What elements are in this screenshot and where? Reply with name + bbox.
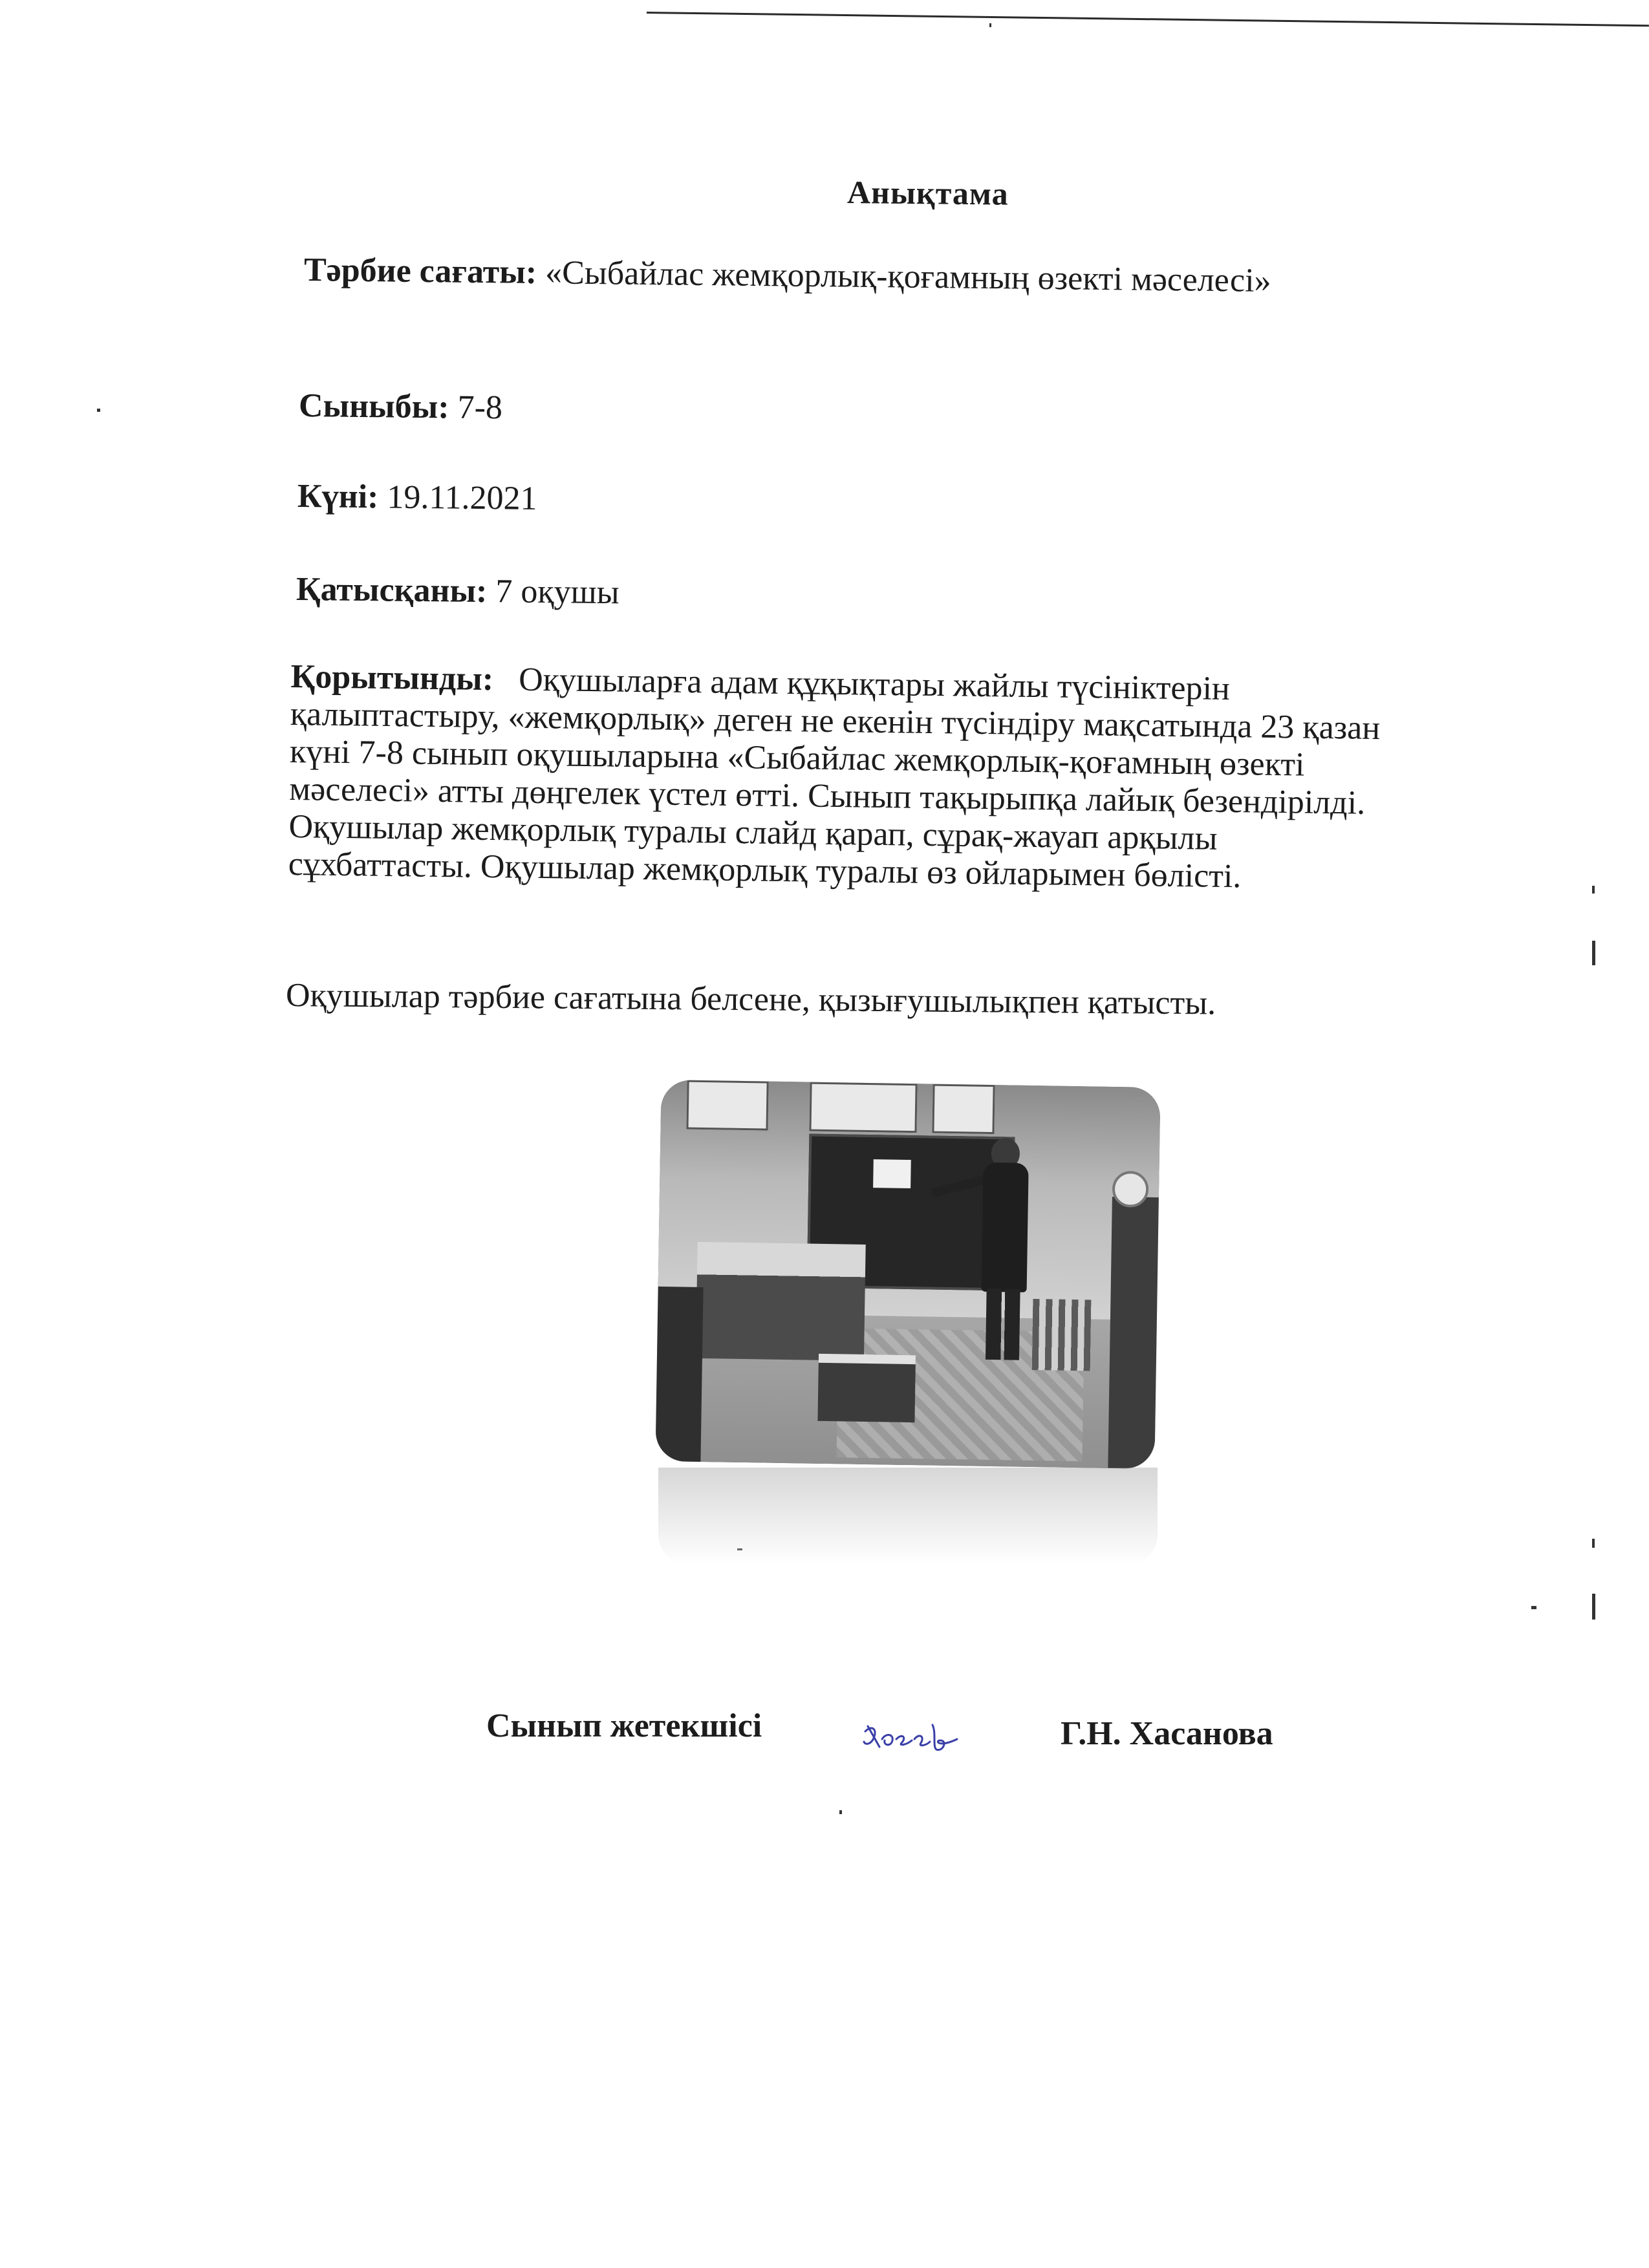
conclusion-line: мәселесі» атты дөңгелек үстел өтті. Сынып тақырыпқа лайық безендірілді. <box>288 770 1366 822</box>
scan-speck <box>737 1548 742 1550</box>
participants-value: 7 оқушы <box>495 573 620 612</box>
scan-speck <box>1592 941 1595 965</box>
scan-edge-line <box>647 12 1649 27</box>
photo-shelf <box>1108 1197 1159 1469</box>
photo-window <box>686 1080 768 1131</box>
photo-cabinet <box>655 1287 703 1462</box>
scan-speck <box>97 409 100 412</box>
conclusion-line: қалыптастыру, «жемқорлық» деген не екенін түсіндіру мақсатында 23 қазан <box>290 695 1381 747</box>
class-field <box>299 387 503 427</box>
photo-teacher-legs <box>986 1289 1020 1360</box>
conclusion-line: сұхбаттасты. Оқушылар жемқорлық туралы өз ойларымен бөлісті. <box>288 845 1242 895</box>
scan-speck <box>1531 1606 1536 1609</box>
classroom-photo <box>655 1080 1160 1469</box>
closing-sentence: Оқушылар тәрбие сағатына белсене, қызығушылықпен қатысты. <box>285 977 1216 1022</box>
participants-field <box>296 570 620 612</box>
signature-role: Сынып жетекшісі <box>486 1707 762 1744</box>
topic-label: Тәрбие сағаты: <box>303 251 537 292</box>
class-label: Сыныбы: <box>298 387 449 426</box>
topic-field <box>304 251 1271 300</box>
date-label: Күні: <box>297 478 379 516</box>
conclusion-line: Оқушылар жемқорлық туралы слайд қарап, сұрақ-жауап арқылы <box>288 808 1218 857</box>
signatory-name: Г.Н. Хасанова <box>1061 1715 1273 1752</box>
conclusion-text: Оқушыларға адам құқықтары жайлы түсініктерін <box>518 661 1231 708</box>
photo-slide-sheet <box>873 1159 911 1188</box>
handwritten-signature <box>860 1713 976 1759</box>
scan-speck <box>1592 1594 1595 1620</box>
participants-label: Қатысқаны: <box>296 571 488 610</box>
class-value: 7-8 <box>457 389 503 427</box>
photo-reflection <box>658 1468 1158 1565</box>
photo-desk <box>696 1242 866 1361</box>
scan-speck <box>1592 886 1595 893</box>
date-field <box>297 477 537 518</box>
conclusion-label: Қорытынды: <box>290 658 494 698</box>
date-value: 19.11.2021 <box>387 478 537 517</box>
photo-box <box>817 1354 916 1422</box>
topic-value: «Сыбайлас жемқорлық-қоғамның өзекті мәселесі» <box>544 254 1271 299</box>
scan-speck <box>839 1810 842 1814</box>
photo-window <box>809 1082 917 1133</box>
conclusion-line: күні 7-8 сынып оқушыларына «Сыбайлас жемқорлық-қоғамның өзекті <box>289 733 1305 784</box>
scan-speck <box>989 23 991 27</box>
conclusion-paragraph <box>288 658 1558 900</box>
scan-speck <box>1592 1539 1595 1548</box>
photo-chair <box>1032 1299 1092 1371</box>
photo-teacher-body <box>982 1162 1029 1292</box>
photo-window <box>932 1084 995 1134</box>
document-title: Анықтама <box>846 174 1009 212</box>
